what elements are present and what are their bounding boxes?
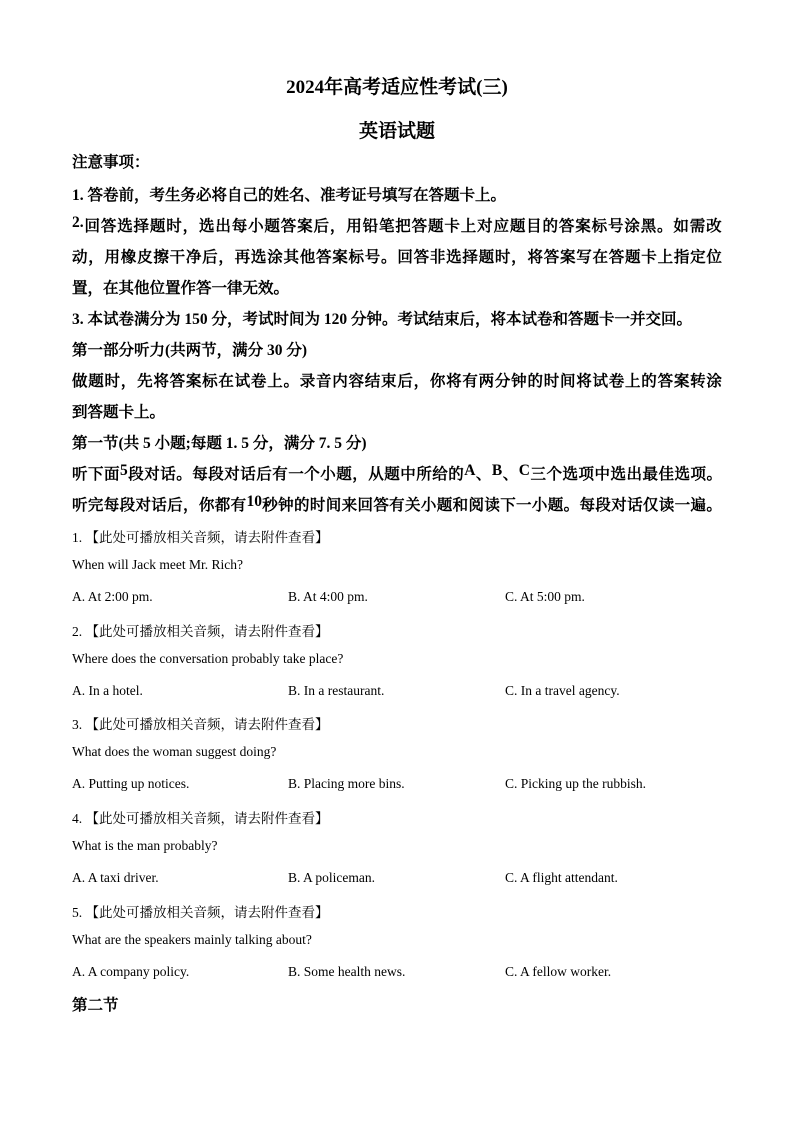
option-b: B. Some health news.	[288, 964, 406, 979]
option-a: A. Putting up notices.	[72, 776, 190, 791]
exam-subtitle: 英语试题	[358, 121, 435, 142]
section2-heading: 第二节	[72, 997, 119, 1014]
question-stem: When will Jack meet Mr. Rich?	[72, 557, 243, 572]
notice-line: 3. 本试卷满分为 150 分，考试时间为 120 分钟。考试结束后，将本试卷和答题卡一并交回。	[72, 311, 693, 328]
option-a: A. At 2:00 pm.	[72, 589, 153, 604]
question-stem: What are the speakers mainly talking about?	[72, 932, 312, 947]
option-c: C. At 5:00 pm.	[505, 589, 585, 604]
audio-placeholder[interactable]: 4. 【此处可播放相关音频，请去附件查看】	[72, 811, 329, 826]
option-c: C. In a travel agency.	[505, 683, 620, 698]
notice-line: 1. 答卷前，考生务必将自己的姓名、准考证号填写在答题卡上。	[72, 187, 507, 204]
section1-heading: 第一节(共 5 小题;每题 1. 5 分，满分 7. 5 分)	[72, 435, 367, 452]
notice-line: 动 ， 用 橡 皮 擦 干 净 后 ， 再 选 涂 其 他 答 案 标 号 。 回 答 非 选 择 题 时 ， 将 答 案 写 在 答 题 卡 上 指 定 位	[72, 249, 722, 266]
part1-instruction-line: 到答题卡上。	[72, 404, 166, 421]
audio-placeholder[interactable]: 2. 【此处可播放相关音频，请去附件查看】	[72, 624, 329, 639]
exam-title: 2024年高考适应性考试(三)	[286, 77, 508, 98]
audio-placeholder[interactable]: 1. 【此处可播放相关音频，请去附件查看】	[72, 530, 329, 545]
option-b: B. Placing more bins.	[288, 776, 405, 791]
option-c: C. A fellow worker.	[505, 964, 612, 979]
question-stem: Where does the conversation probably take place?	[72, 651, 344, 666]
option-b: B. A policeman.	[288, 870, 375, 885]
notice-line: 2. 回 答 选 择 题 时 ， 选 出 每 小 题 答 案 后 ， 用 铅 笔 把 答 题 卡 上 对 应 题 目 的 答 案 标 号 涂 黑 。 如 需 改	[72, 214, 722, 235]
audio-placeholder[interactable]: 5. 【此处可播放相关音频，请去附件查看】	[72, 905, 329, 920]
option-b: B. At 4:00 pm.	[288, 589, 368, 604]
section1-instruction-line: 听 完 每 段 对 话 后 ， 你 都 有 10 秒 钟 的 时 间 来 回 答 有 关 小 题 和 阅 读 下 一 小 题 。 每 段 对 话 仅 读 一 遍 。	[72, 493, 722, 514]
option-b: B. In a restaurant.	[288, 683, 385, 698]
question-stem: What is the man probably?	[72, 838, 218, 853]
part1-heading: 第一部分听力(共两节，满分 30 分)	[72, 342, 308, 359]
option-c: C. A flight attendant.	[505, 870, 618, 885]
option-a: A. In a hotel.	[72, 683, 143, 698]
section1-instruction-line: 听 下 面 5 段 对 话 。 每 段 对 话 后 有 一 个 小 题 ， 从 题 中 所 给 的 A 、 B 、 C 三 个 选 项 中 选 出 最 佳 选 项 。	[72, 462, 722, 483]
part1-instruction-line: 做 题 时 ， 先 将 答 案 标 在 试 卷 上 。 录 音 内 容 结 束 后 ， 你 将 有 两 分 钟 的 时 间 将 试 卷 上 的 答 案 转 涂	[72, 373, 722, 390]
option-c: C. Picking up the rubbish.	[505, 776, 646, 791]
audio-placeholder[interactable]: 3. 【此处可播放相关音频，请去附件查看】	[72, 717, 329, 732]
notice-heading: 注意事项：	[72, 154, 150, 171]
option-a: A. A taxi driver.	[72, 870, 159, 885]
notice-line: 置，在其他位置作答一律无效。	[72, 280, 290, 297]
option-a: A. A company policy.	[72, 964, 190, 979]
question-stem: What does the woman suggest doing?	[72, 744, 277, 759]
